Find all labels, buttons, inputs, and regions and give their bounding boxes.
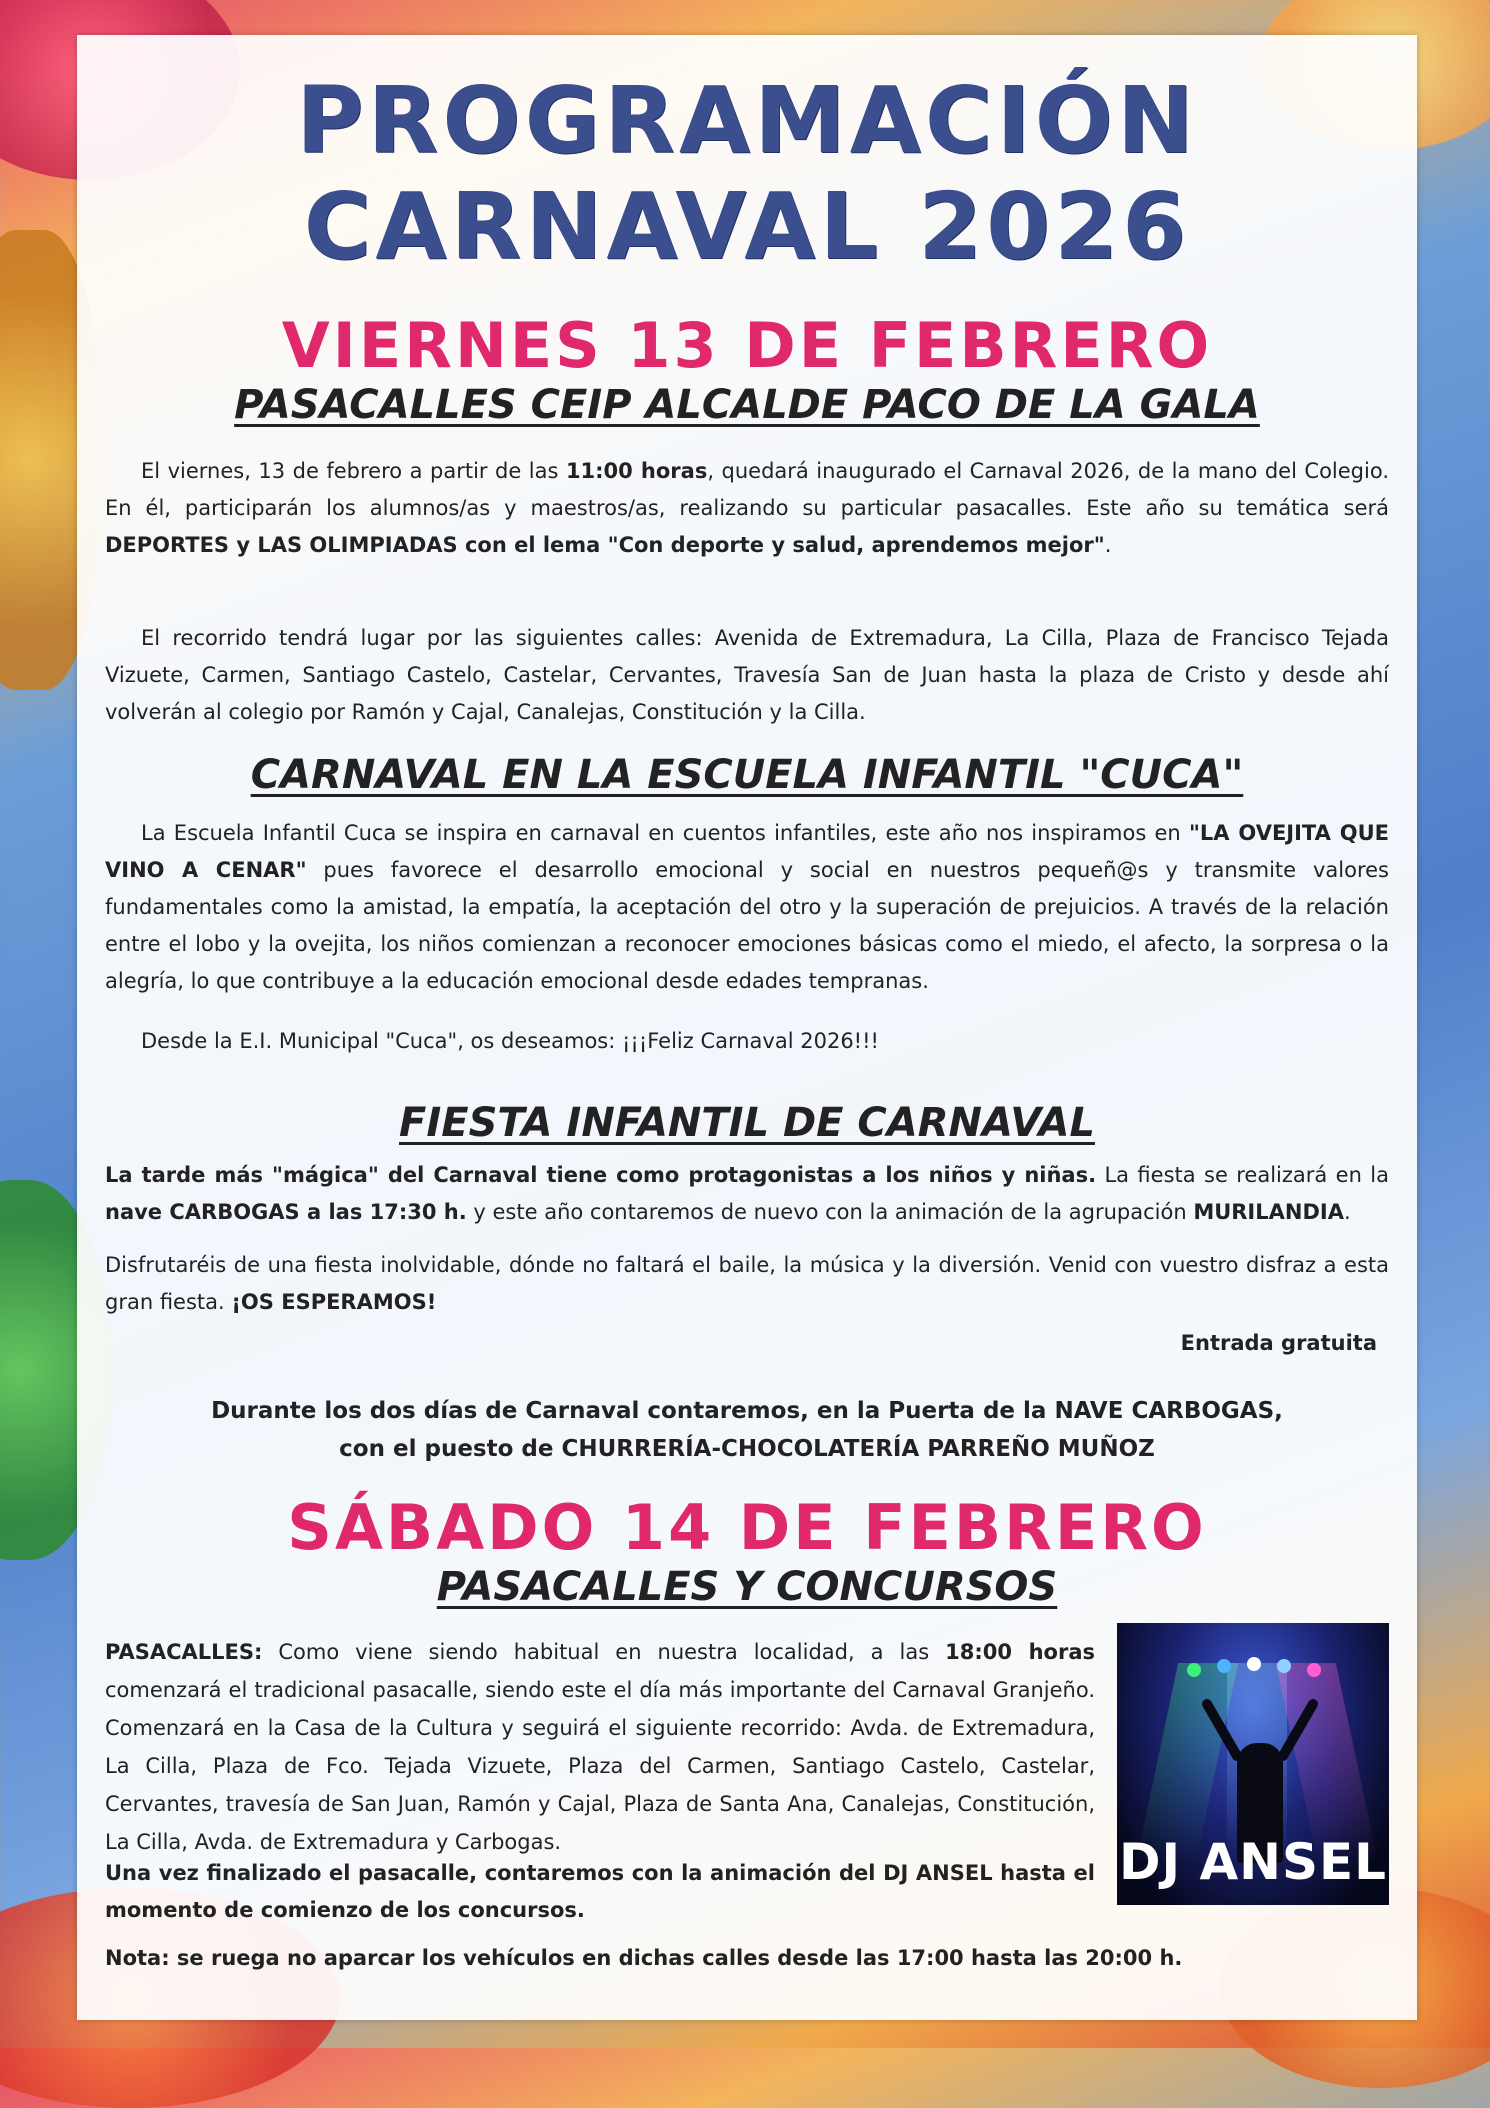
paragraph-pasacalles-sabado-1: PASACALLES: Como viene siendo habitual en nuestra localidad, a las 18:00 horas comenzará el tradicional pasacalle, siendo este el día más importante del Carnaval Granjeño. Comenzará en la Casa de la Cultura y seguirá el siguiente recorrido: Avda. de Extremadura, La Cilla, Plaza de Fco. Tejada Vizuete, Plaza del Carmen, Santiago Castelo, Castelar, Cervantes, travesía de San Juan, Ramón y Cajal, Plaza de Santa Ana, Canalejas, Constitución, La Cilla, Avda. de Extremadura y Carbogas.: [105, 1640, 1096, 1854]
stage-light-icon: [1247, 1657, 1261, 1671]
dj-ansel-image: [1117, 1623, 1389, 1905]
stage-light-icon: [1217, 1659, 1231, 1673]
paragraph-escuela-cuca-2: Desde la E.I. Municipal "Cuca", os deseamos: ¡¡¡Feliz Carnaval 2026!!!: [141, 1029, 879, 1053]
stage-light-icon: [1277, 1659, 1291, 1673]
poster-title-line1: PROGRAMACIÓN: [296, 67, 1198, 174]
paragraph-pasacalles-ceip-1: El viernes, 13 de febrero a partir de las 11:00 horas, quedará inaugurado el Carnaval 2026, de la mano del Colegio. En él, participarán los alumnos/as y maestros/as, realizando su particular pasacalles. Este año su temática será DEPORTES y LAS OLIMPIADAS con el lema "Con deporte y salud, aprendemos mejor".: [105, 459, 1390, 557]
poster-title-line2: CARNAVAL 2026: [303, 173, 1191, 280]
paragraph-pasacalles-ceip-2: El recorrido tendrá lugar por las siguientes calles: Avenida de Extremadura, La Cilla, Plaza de Francisco Tejada Vizuete, Carmen, Santiago Castelo, Castelar, Cervantes, Travesía San de Juan hasta la plaza de Cristo y desde ahí volverán al colegio por Ramón y Cajal, Canalejas, Constitución y la Cilla.: [105, 626, 1389, 724]
stage-light-icon: [1307, 1663, 1321, 1677]
churreria-line1: Durante los dos días de Carnaval contaremos, en la Puerta de la NAVE CARBOGAS,: [211, 1398, 1283, 1424]
section-heading-fiesta-infantil: FIESTA INFANTIL DE CARNAVAL: [399, 1100, 1095, 1146]
parking-note: Nota: se ruega no aparcar los vehículos en dichas calles desde las 17:00 hasta las 20:00 h.: [105, 1946, 1183, 1970]
churreria-line2: con el puesto de CHURRERÍA-CHOCOLATERÍA PARREÑO MUÑOZ: [339, 1436, 1155, 1462]
entrada-gratuita-note: Entrada gratuita: [1180, 1331, 1377, 1355]
paragraph-pasacalles-sabado-2: Una vez finalizado el pasacalle, contaremos con la animación del DJ ANSEL hasta el momento de comienzo de los concursos.: [105, 1861, 1095, 1922]
paragraph-fiesta-infantil-2: Disfrutaréis de una fiesta inolvidable, dónde no faltará el baile, la música y la diversión. Venid con vuestro disfraz a esta gran fiesta. ¡OS ESPERAMOS!: [105, 1253, 1389, 1314]
day-heading-viernes: VIERNES 13 DE FEBRERO: [281, 309, 1213, 382]
paragraph-fiesta-infantil-1: La tarde más "mágica" del Carnaval tiene como protagonistas a los niños y niñas. La fiesta se realizará en la nave CARBOGAS a las 17:30 h. y este año contaremos de nuevo con la animación de la agrupación MURILANDIA.: [105, 1163, 1389, 1224]
day-heading-sabado: SÁBADO 14 DE FEBRERO: [287, 1491, 1207, 1564]
poster-sheet: [77, 35, 1417, 2020]
section-heading-escuela-cuca: CARNAVAL EN LA ESCUELA INFANTIL "CUCA": [250, 752, 1244, 798]
stage-light-icon: [1187, 1663, 1201, 1677]
section-heading-pasacalles-ceip: PASACALLES CEIP ALCALDE PACO DE LA GALA: [234, 382, 1260, 428]
dj-ansel-label: DJ ANSEL: [1118, 1833, 1388, 1891]
section-heading-pasacalles-concursos: PASACALLES Y CONCURSOS: [436, 1564, 1058, 1610]
paragraph-escuela-cuca-1: La Escuela Infantil Cuca se inspira en carnaval en cuentos infantiles, este año nos inspiramos en "LA OVEJITA QUE VINO A CENAR" pues favorece el desarrollo emocional y social en nuestros pequeñ@s y transmite valores fundamentales como la amistad, la empatía, la aceptación del otro y la superación de prejuicios. A través de la relación entre el lobo y la ovejita, los niños comienzan a reconocer emociones básicas como el miedo, el afecto, la sorpresa o la alegría, lo que contribuye a la educación emocional desde edades tempranas.: [105, 821, 1389, 993]
